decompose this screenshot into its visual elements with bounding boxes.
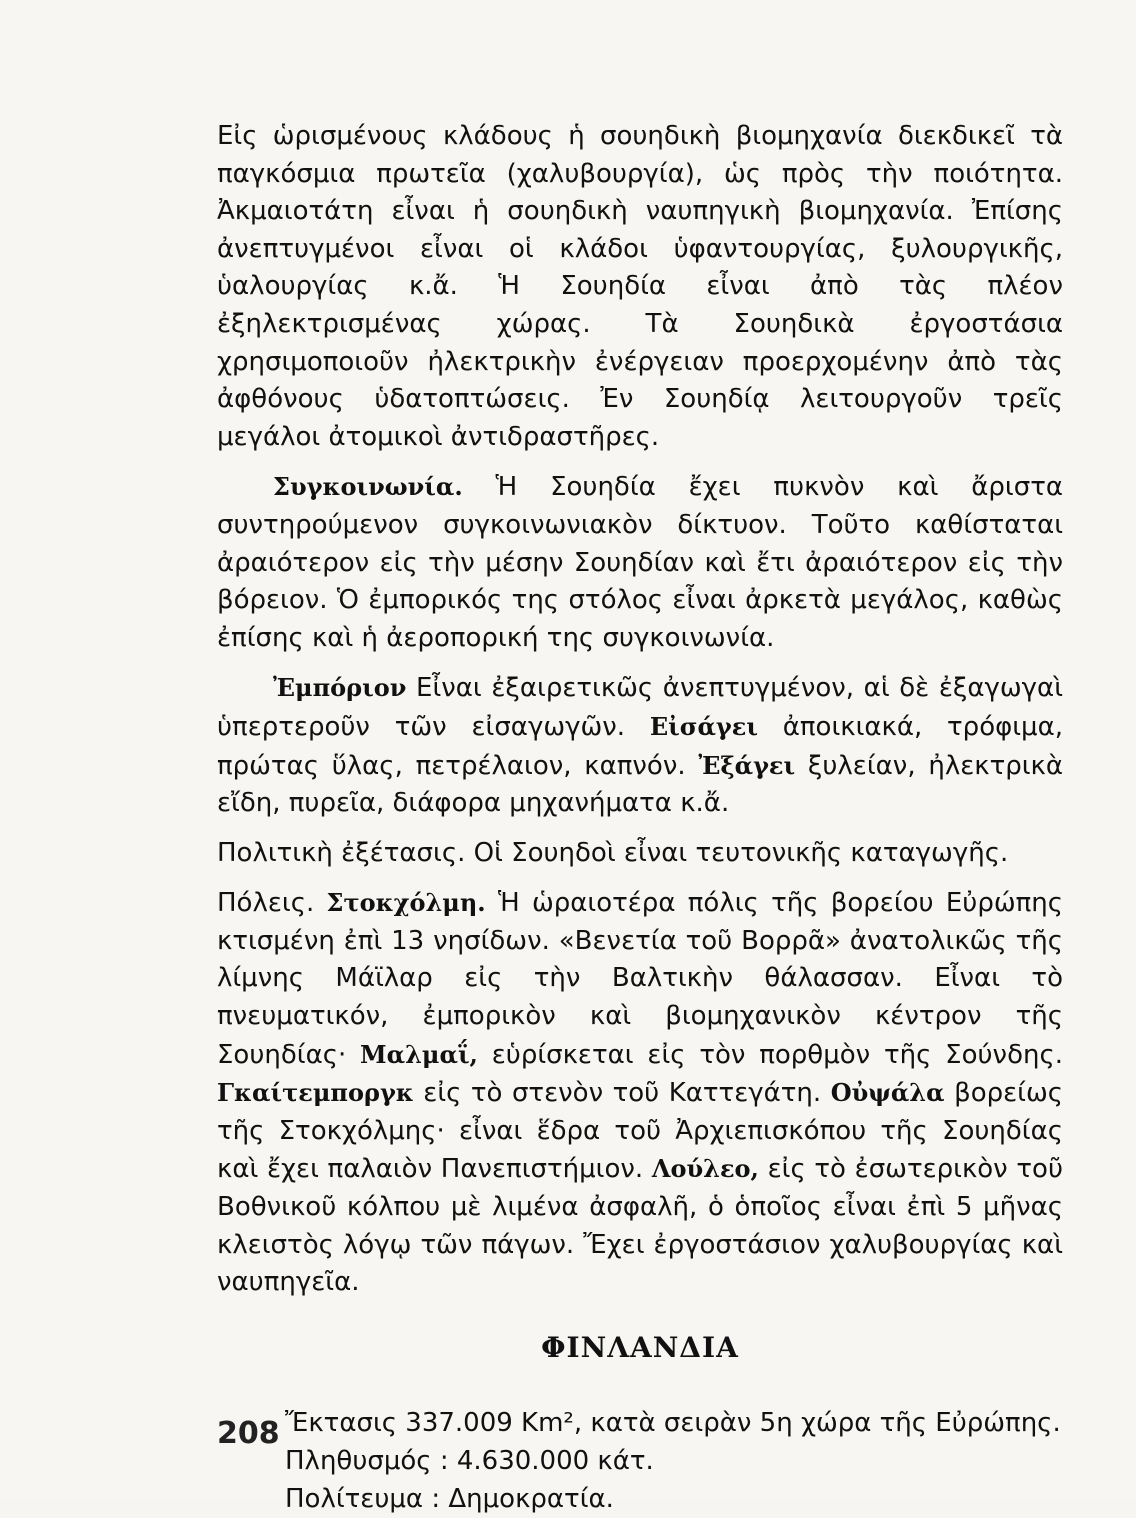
city-malmo: Μαλμαΐ, bbox=[360, 1039, 478, 1069]
cities-text-2: εὑρίσκεται εἰς τὸν πορθμὸν τῆς Σούνδης. bbox=[477, 1039, 1063, 1070]
label-imports: Εἰσάγει bbox=[649, 711, 758, 741]
stat-area: Ἔκτασις 337.009 Km², κατὰ σειρὰν 5η χώρα τῆς Εὐρώπης. bbox=[285, 1407, 1061, 1438]
industry-text: Εἰς ὡρισμένους κλάδους ἡ σουηδικὴ βιομηχανία διεκδικεῖ τὰ παγκόσμια πρωτεῖα (χαλυβουργία), ὡς πρὸς τὴν ποιότητα. Ἀκμαιοτάτη εἶναι ἡ σουηδικὴ ναυπηγικὴ βιομηχανία. Ἐπίσης ἀνεπτυγμένοι εἶναι οἱ κλάδοι ὑφαντουργίας, ξυλουργικῆς, ὑαλουργίας κ.ἄ. Ἡ Σουηδία εἶναι ἀπὸ τὰς πλέον ἐξηλεκτρισμένας χώρας. Τὰ Σουηδικὰ ἐργοστάσια χρησιμοποιοῦν ἠλεκτρικὴν ἐνέργειαν προερχομένην ἀπὸ τὰς ἀφθόνους ὑδατοπτώσεις. Ἐν Σουηδίᾳ λειτουργοῦν τρεῖς μεγάλοι ἀτομικοὶ ἀντιδραστῆρες. bbox=[217, 121, 1063, 452]
cities-text-4: βορείως τῆς Στοκχόλμης· εἶναι ἕδρα τοῦ Ἀρχιεπισκόπου τῆς Σουηδίας καὶ ἔχει παλαιὸν Πανεπιστήμιον. bbox=[217, 1078, 1063, 1185]
paragraph-cities bbox=[217, 884, 1063, 1302]
label-exports: Ἐξάγει bbox=[698, 750, 796, 780]
heading-politics: Πολιτικὴ ἐξέτασις. bbox=[217, 837, 466, 868]
page-number: 208 bbox=[217, 1416, 280, 1451]
heading-trade: Ἐμπόριον bbox=[273, 673, 407, 703]
heading-cities: Πόλεις. bbox=[217, 888, 315, 919]
stat-population: Πληθυσμός : 4.630.000 κάτ. bbox=[285, 1445, 654, 1476]
city-uppsala: Οὐψάλα bbox=[830, 1078, 945, 1108]
politics-text: Οἱ Σουηδοὶ εἶναι τευτονικῆς καταγωγῆς. bbox=[465, 837, 1009, 868]
paragraph-industry bbox=[217, 118, 1063, 456]
cities-text-3: εἰς τὸ στενὸν τοῦ Καττεγάτη. bbox=[413, 1078, 831, 1109]
trade-text-3: ξυλείαν, ἠλεκτρικὰ εἴδη, πυρεῖα, διάφορα μηχανήματα κ.ἄ. bbox=[217, 750, 1063, 819]
trade-text-1: Εἶναι ἐξαιρετικῶς ἀνεπτυγμένον, αἱ δὲ ἐξαγωγαὶ ὑπερτεροῦν τῶν εἰσαγωγῶν. bbox=[217, 673, 1063, 742]
city-gothenburg: Γκαίτεμποργκ bbox=[217, 1078, 414, 1108]
cities-text-5: εἰς τὸ ἐσωτερικὸν τοῦ Βοθνικοῦ κόλπου μὲ λιμένα ἀσφαλῆ, ὁ ὁποῖος εἶναι ἐπὶ 5 μῆνας κλειστὸς λόγῳ τῶν πάγων. Ἔχει ἐργοστάσιον χαλυβουργίας καὶ ναυπηγεῖα. bbox=[217, 1154, 1063, 1298]
city-stockholm: Στοκχόλμη. bbox=[326, 888, 486, 918]
paragraph-transport bbox=[217, 468, 1063, 657]
page-body bbox=[217, 118, 1063, 1518]
cities-text-1: Ἡ ὡραιοτέρα πόλις τῆς βορείου Εὐρώπης κτισμένη ἐπὶ 13 νησίδων. «Βενετία τοῦ Βορρᾶ» ἀνατολικῶς τῆς λίμνης Μάϊλαρ εἰς τὴν Βαλτικὴν θάλασσαν. Εἶναι τὸ πνευματικόν, ἐμπορικὸν καὶ βιομηχανικὸν κέντρον τῆς Σουηδίας· bbox=[217, 888, 1064, 1070]
finland-stats bbox=[217, 1404, 1063, 1518]
paragraph-politics bbox=[217, 835, 1063, 873]
trade-text-2: ἀποικιακά, τρόφιμα, πρώτας ὕλας, πετρέλαιον, καπνόν. bbox=[217, 711, 1063, 781]
heading-transport: Συγκοινωνία. bbox=[273, 472, 463, 502]
section-title-finland: ΦΙΝΛΑΝΔΙΑ bbox=[541, 1330, 739, 1364]
paragraph-trade bbox=[217, 669, 1063, 822]
transport-text: Ἡ Σουηδία ἔχει πυκνὸν καὶ ἄριστα συντηρούμενον συγκοινωνιακὸν δίκτυον. Τοῦτο καθίσταται ἀραιότερον εἰς τὴν μέσην Σουηδίαν καὶ ἔτι ἀραιότερον εἰς τὴν βόρειον. Ὁ ἐμπορικός της στόλος εἶναι ἀρκετὰ μεγάλος, καθὼς ἐπίσης καὶ ἡ ἀεροπορική της συγκοινωνία. bbox=[217, 472, 1063, 653]
stat-government: Πολίτευμα : Δημοκρατία. bbox=[285, 1483, 614, 1514]
city-lulea: Λούλεο, bbox=[651, 1154, 759, 1184]
